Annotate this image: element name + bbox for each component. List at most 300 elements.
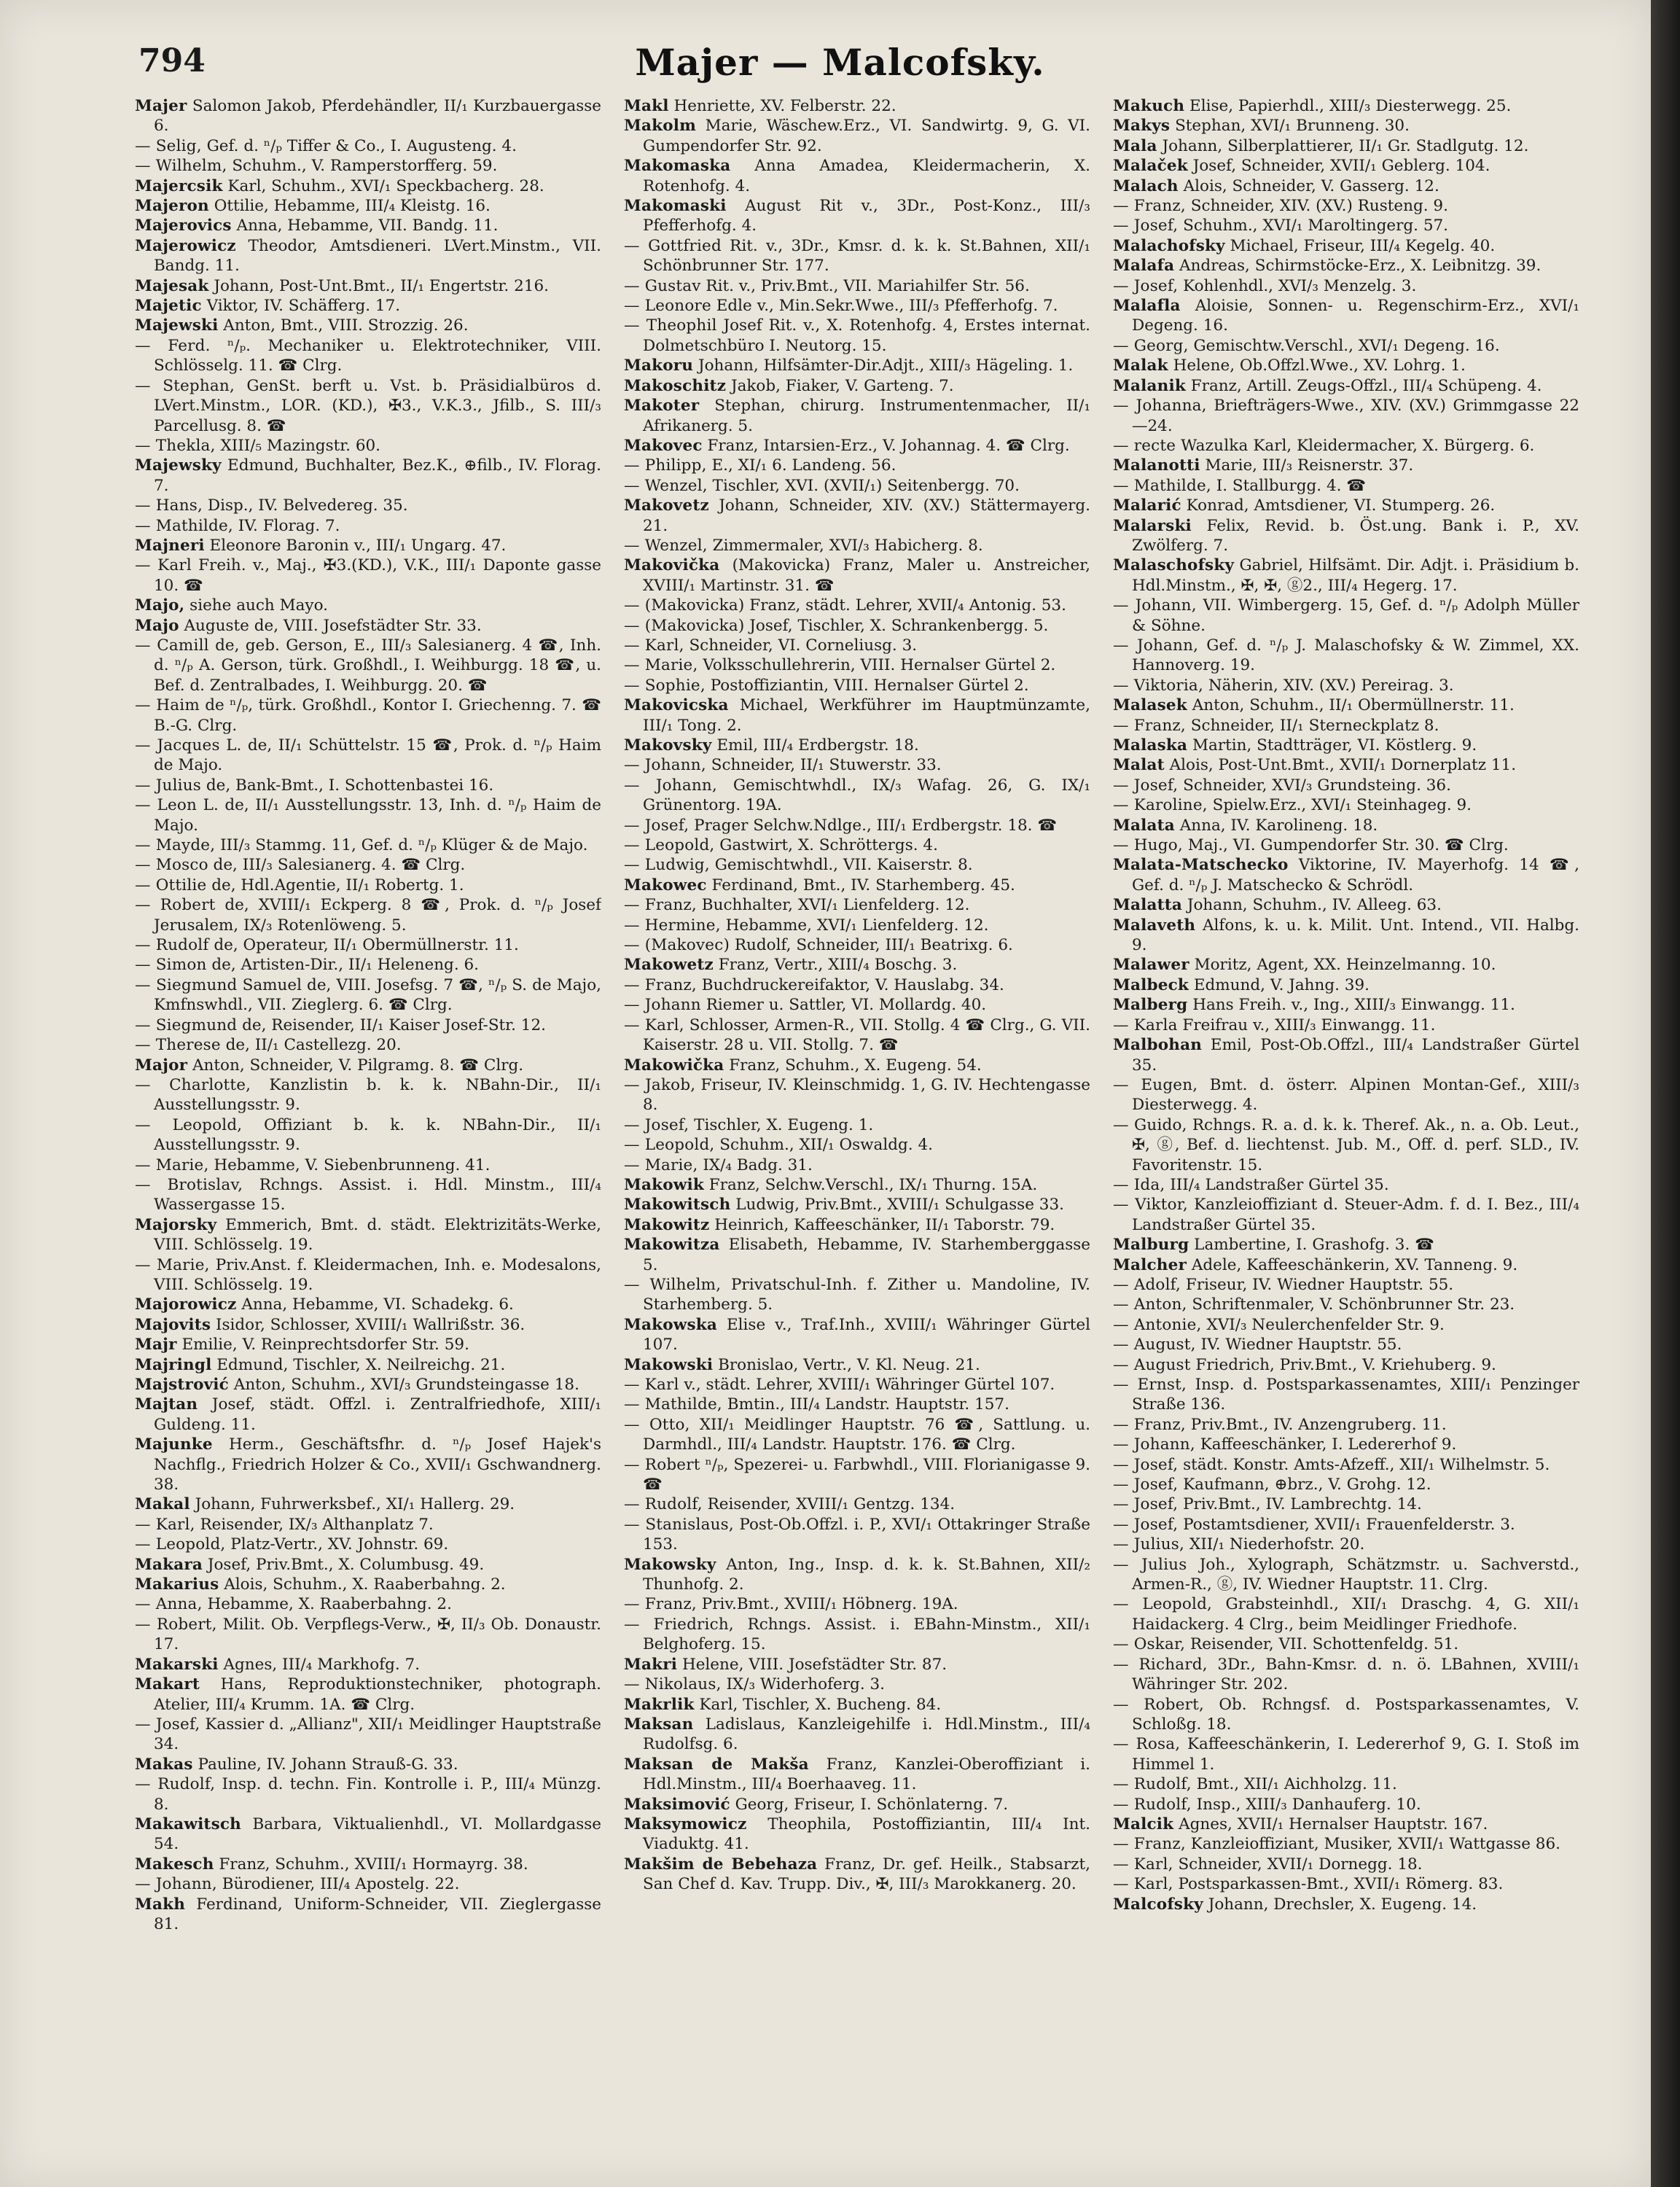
entry-details: Bmt., XII/₁ Aichholzg. 11.	[1191, 1775, 1397, 1794]
entry-details: Rit. v., 3Dr., Kmsr. d. k. k. St.Bahnen, XII/₁ Schönbrunner Str. 177.	[643, 236, 1090, 276]
directory-entry	[624, 196, 1090, 236]
entry-name: — Thekla,	[135, 436, 216, 455]
directory-entry	[135, 336, 601, 376]
entry-name: Makrlik	[624, 1695, 695, 1714]
directory-entry	[624, 935, 1090, 955]
entry-name: — August,	[1113, 1336, 1196, 1354]
entry-name: — Viktor,	[1113, 1196, 1188, 1215]
directory-entry	[135, 975, 601, 1015]
directory-entry	[624, 655, 1090, 675]
entry-details: Offiziant b. k. k. NBahn-Dir., II/₁ Ausstellungsstr. 9.	[154, 1115, 601, 1155]
entry-name: Malach	[1113, 176, 1179, 195]
directory-entry	[135, 1395, 601, 1435]
entry-name: Majerovics	[135, 217, 232, 235]
directory-entry	[135, 236, 601, 276]
directory-entry	[624, 1515, 1090, 1555]
directory-entry	[135, 795, 601, 835]
entry-details: Gef. d. ⁿ/ₚ J. Malaschofsky & W. Zimmel, XX. Hannoverg. 19.	[1132, 636, 1579, 675]
directory-entry	[1113, 795, 1579, 815]
entry-name: — Brotislav,	[135, 1175, 243, 1194]
entry-details: ⁿ/ₚ. Mechaniker u. Elektrotechniker, VIII. Schlösselg. 11. ☎ Clrg.	[154, 336, 601, 375]
directory-entry	[135, 636, 601, 695]
entry-name: Maksan	[624, 1715, 694, 1734]
directory-entry	[624, 1494, 1090, 1514]
entry-details: Spielw.Erz., XVI/₁ Steinhageg. 9.	[1207, 796, 1472, 815]
entry-details: Priv.Bmt., XVIII/₁ Höbnerg. 19A.	[696, 1595, 958, 1614]
entry-details: Agnes, III/₄ Markhofg. 7.	[218, 1655, 421, 1674]
directory-entry	[135, 736, 601, 776]
directory-entry	[1113, 1335, 1579, 1354]
entry-name: Makuch	[1113, 97, 1185, 115]
entry-details: Priv.Bmt., IV. Lambrechtg. 14.	[1178, 1495, 1422, 1514]
entry-details: de, XVIII/₁ Eckperg. 8 ☎, Prok. d. ⁿ/ₚ Josef Jerusalem, IX/₃ Rotenlöweng. 5.	[154, 896, 601, 935]
entry-name: Majorowicz	[135, 1295, 237, 1314]
entry-name: Malanotti	[1113, 456, 1200, 475]
directory-entry	[624, 1795, 1090, 1814]
entry-details: Reisender, VII. Schottenfeldg. 51.	[1185, 1635, 1459, 1654]
entry-details: Anna Amadea, Kleidermacherin, X. Rotenhofg. 4.	[643, 157, 1090, 195]
directory-entry	[135, 216, 601, 235]
directory-entry	[624, 276, 1090, 296]
entry-details: Hebamme, V. Siebenbrunneng. 41.	[208, 1155, 491, 1174]
entry-details: Kanzleioffiziant, Musiker, XVII/₁ Wattgasse 86.	[1185, 1835, 1560, 1854]
column-2	[624, 96, 1090, 2065]
entry-details: Tischler, X. Eugeng. 1.	[689, 1115, 874, 1134]
entry-details: Kaffeeschänker, I. Ledererhof 9.	[1195, 1435, 1457, 1454]
entry-name: Maksymowicz	[624, 1814, 747, 1833]
entry-details: Alois, Schuhm., X. Raaberbahng. 2.	[219, 1575, 506, 1594]
entry-details: Kanzlistin b. k. k. NBahn-Dir., II/₁ Ausstellungsstr. 9.	[154, 1075, 601, 1115]
entry-details: Eleonore Baronin v., III/₁ Ungarg. 47.	[204, 536, 507, 555]
entry-details: Tischler, XVI. (XVII/₁) Seitenbergg. 70.	[707, 476, 1020, 495]
entry-name: — Franz,	[1113, 716, 1186, 735]
entry-details: Priv.Anst. f. Kleidermachen, Inh. e. Modesalons, VIII. Schlösselg. 19.	[154, 1255, 601, 1294]
directory-entry	[624, 1655, 1090, 1675]
entry-details: Ladislaus, Kanzleigehilfe i. Hdl.Minstm., III/₄ Rudolfsg. 6.	[643, 1715, 1090, 1754]
entry-name: Makal	[135, 1495, 190, 1514]
entry-name: — Rudolf	[135, 936, 209, 955]
entry-details: Schuhm., V. Ramperstorfferg. 59.	[227, 157, 498, 176]
entry-name: — Karoline,	[1113, 796, 1208, 815]
directory-entry	[135, 376, 601, 436]
entry-details: Schneider, XVII/₁ Dornegg. 18.	[1173, 1855, 1423, 1874]
entry-name: — Jacques	[135, 736, 220, 755]
entry-name: — Stephan,	[135, 376, 235, 395]
directory-entry	[135, 1115, 601, 1155]
entry-details: Emil, III/₄ Erdbergstr. 18.	[711, 736, 919, 755]
entry-details: v., städt. Lehrer, XVIII/₁ Währinger Gürtel 107.	[679, 1376, 1055, 1394]
entry-name: — Wenzel,	[624, 476, 708, 495]
entry-details: XII/₁ Niederhofstr. 20.	[1184, 1535, 1365, 1554]
column-3	[1113, 96, 1579, 2065]
entry-name: Majetic	[135, 297, 202, 316]
entry-details: Andreas, Schirmstöcke-Erz., X. Leibnitzg. 39.	[1174, 257, 1542, 276]
entry-details: Kaufmann, ⊕brz., V. Grohg. 12.	[1178, 1475, 1431, 1494]
directory-entry	[1113, 955, 1579, 975]
entry-name: — Josef,	[624, 1115, 689, 1134]
entry-details: Johann, Drechsler, X. Eugeng. 14.	[1203, 1895, 1477, 1914]
entry-name: — Theophil	[624, 316, 717, 335]
entry-name: — Karl,	[1113, 1875, 1173, 1894]
entry-details: Alfons, k. u. k. Milit. Unt. Intend., VII. Halbg. 9.	[1132, 916, 1579, 955]
entry-name: — Josef,	[1113, 776, 1179, 795]
entry-name: Malcher	[1113, 1255, 1187, 1274]
directory-entry	[1113, 1035, 1579, 1075]
entry-details: Platz-Vertr., XV. Johnstr. 69.	[225, 1535, 449, 1554]
entry-name: — Rudolf,	[135, 1775, 216, 1794]
entry-name: — Antonie,	[1113, 1315, 1202, 1334]
entry-details: Ferdinand, Bmt., IV. Starhemberg. 45.	[706, 876, 1015, 894]
directory-entry	[135, 935, 601, 955]
entry-details: Franz, Artill. Zeugs-Offzl., III/₄ Schüpeng. 4.	[1185, 376, 1542, 395]
entry-name: — Simon	[135, 956, 207, 975]
entry-name: Majneri	[135, 536, 205, 555]
entry-name: — Marie,	[624, 656, 698, 675]
directory-entry	[1113, 736, 1579, 755]
entry-details: Elise v., Traf.Inh., XVIII/₁ Währinger Gürtel 107.	[643, 1315, 1090, 1354]
directory-entry	[1113, 1535, 1579, 1554]
directory-entry	[1113, 1515, 1579, 1535]
directory-entry	[1113, 636, 1579, 676]
entry-name: — Philipp,	[624, 456, 707, 475]
directory-entry	[135, 316, 601, 335]
entry-name: — Anton,	[1113, 1295, 1187, 1314]
directory-entry	[135, 1655, 601, 1675]
entry-name: — Franz,	[624, 975, 697, 994]
entry-name: Majesak	[135, 276, 209, 295]
entry-name: — Camill	[135, 636, 209, 655]
entry-details: Gabriel, Hilfsämt. Dir. Adjt. i. Präsidium b. Hdl.Minstm., ✠, ✠, ⓖ2., III/₄ Hegerg. 17.	[1132, 556, 1579, 595]
entry-name: Malaček	[1113, 157, 1188, 176]
directory-entry	[1113, 1435, 1579, 1454]
entry-name: Maksan de Makša	[624, 1755, 809, 1774]
entry-name: — Johanna,	[1113, 397, 1207, 416]
entry-details: Rchngs. Assist. i. Hdl. Minstm., III/₄ Wassergasse 15.	[154, 1175, 601, 1215]
entry-details: de, II/₁ Castellezg. 20.	[220, 1036, 402, 1055]
entry-details: Josef, Priv.Bmt., X. Columbusg. 49.	[203, 1555, 485, 1574]
entry-details: Insp., XIII/₃ Danhauferg. 10.	[1191, 1795, 1421, 1814]
directory-entry	[1113, 1855, 1579, 1874]
entry-details: Johann, Hilfsämter-Dir.Adjt., XIII/₃ Hägeling. 1.	[693, 356, 1074, 375]
column-1	[135, 96, 601, 2065]
entry-details: Friseur, IV. Kleinschmidg. 1, G. IV. Hechtengasse 8.	[643, 1075, 1090, 1115]
entry-details: Viktorine, IV. Mayerhofg. 14 ☎, Gef. d. ⁿ/ₚ J. Matschecko & Schrödl.	[1132, 856, 1579, 894]
entry-name: — Leopold,	[1113, 1595, 1213, 1614]
entry-name: — Josef,	[624, 816, 689, 835]
entry-name: — Adolf,	[1113, 1275, 1181, 1294]
entry-details: Anna, IV. Karolineng. 18.	[1174, 816, 1378, 835]
entry-name: Makolm	[624, 117, 697, 136]
directory-entry	[624, 296, 1090, 316]
entry-name: — Johann,	[624, 756, 706, 775]
entry-name: — Ludwig,	[624, 856, 710, 875]
entry-details: de, geb. Gerson, E., III/₃ Salesianerg. 4 ☎, Inh. d. ⁿ/ₚ A. Gerson, türk. Großhdl., I. Weihburgg. 18 ☎, u. Bef. d. Zentralbades, I. Weihburgg. 20. ☎	[154, 636, 601, 695]
directory-entry	[1113, 835, 1579, 855]
directory-entry	[135, 276, 601, 296]
entry-details: Lambertine, I. Grashofg. 3. ☎	[1189, 1236, 1434, 1255]
entry-name: — Karl,	[1113, 1855, 1173, 1874]
entry-name: Makowik	[624, 1175, 704, 1194]
entry-name: Makesch	[135, 1855, 214, 1874]
entry-details: Freifrau v., XIII/₃ Einwangg. 11.	[1177, 1015, 1436, 1034]
directory-entry	[135, 516, 601, 536]
entry-details: Theodor, Amtsdieneri. LVert.Minstm., VII. Bandg. 11.	[154, 236, 601, 276]
entry-details: Friseur, IV. Wiedner Hauptstr. 55.	[1181, 1275, 1454, 1294]
entry-details: I. Stallburgg. 4. ☎	[1211, 476, 1367, 495]
directory-entry	[135, 895, 601, 935]
directory-entry	[1113, 755, 1579, 775]
entry-details: Zimmermaler, XVI/₃ Habicherg. 8.	[707, 536, 983, 555]
entry-details: Gef. d. ⁿ/ₚ Tiffer & Co., I. Augusteng. 4.	[201, 136, 517, 155]
entry-name: — Richard,	[1113, 1655, 1208, 1674]
directory-entry	[1113, 116, 1579, 136]
directory-entry	[624, 975, 1090, 995]
entry-name: Makowski	[624, 1355, 714, 1374]
page-header	[109, 38, 1571, 89]
entry-name: Majringl	[135, 1355, 212, 1374]
entry-details: Jakob, Fiaker, V. Garteng. 7.	[726, 376, 954, 395]
directory-entry	[624, 1275, 1090, 1315]
directory-entry	[1113, 476, 1579, 496]
entry-details: Karl, Tischler, X. Bucheng. 84.	[694, 1695, 942, 1714]
directory-entry	[624, 1215, 1090, 1235]
entry-name: — Franz,	[1113, 197, 1186, 216]
entry-name: — Leon	[135, 796, 198, 815]
entry-name: Makoter	[624, 397, 700, 416]
entry-name: — Robert	[135, 896, 216, 915]
entry-details: Pauline, IV. Johann Strauß-G. 33.	[192, 1755, 458, 1774]
entry-name: — Franz,	[624, 1595, 697, 1614]
directory-entry	[624, 1715, 1090, 1755]
entry-details: Reisender, XVIII/₁ Gentzg. 134.	[702, 1495, 956, 1514]
entry-details: IX/₄ Badg. 31.	[698, 1155, 813, 1174]
entry-name: Makarius	[135, 1575, 219, 1594]
directory-entry	[624, 1615, 1090, 1655]
directory-entry	[135, 1035, 601, 1055]
entry-details: Kohlenhdl., XVI/₃ Menzelg. 3.	[1178, 276, 1417, 295]
entry-name: Malcofsky	[1113, 1895, 1203, 1914]
directory-entry	[135, 596, 601, 615]
directory-entry	[624, 536, 1090, 555]
entry-details: Grabsteinhdl., XII/₁ Draschg. 4, G. XII/₁ Haidackerg. 4 Clrg., beim Meidlinger Friedhofe.	[1132, 1595, 1579, 1634]
entry-details: Adele, Kaffeeschänkerin, XV. Tanneng. 9.	[1187, 1255, 1518, 1274]
entry-details: Heinrich, Kaffeeschänker, II/₁ Taborstr. 79.	[709, 1215, 1055, 1234]
entry-details: Gemischtwhdl., IX/₃ Wafag. 26, G. IX/₁ Grünentorg. 19A.	[643, 776, 1090, 815]
entry-name: Major	[135, 1056, 188, 1075]
entry-details: Auguste de, VIII. Josefstädter Str. 33.	[179, 616, 482, 635]
directory-entry	[1113, 96, 1579, 116]
directory-entry	[624, 1415, 1090, 1455]
entry-details: ⁿ/ₚ, Spezerei- u. Farbwhdl., VIII. Florianigasse 9. ☎	[643, 1455, 1090, 1494]
directory-entry	[1113, 1494, 1579, 1514]
directory-entry	[624, 1355, 1090, 1375]
entry-details: Anton, Schneider, V. Pilgramg. 8. ☎ Clrg.	[187, 1056, 524, 1075]
entry-name: — Johann,	[624, 776, 717, 795]
entry-name: Majr	[135, 1336, 177, 1354]
entry-details: de, Bank-Bmt., I. Schottenbastei 16.	[201, 776, 494, 795]
entry-name: — Charlotte,	[135, 1075, 251, 1094]
directory-entry	[1113, 995, 1579, 1015]
entry-details: Schneider, XVI/₃ Grundsteing. 36.	[1178, 776, 1451, 795]
directory-entry	[135, 196, 601, 216]
entry-details: Rit. v., Priv.Bmt., VII. Mariahilfer Str. 56.	[700, 276, 1030, 295]
entry-details: XIII/₅ Mazingstr. 60.	[215, 436, 381, 455]
entry-name: Majorsky	[135, 1215, 217, 1234]
entry-details: Hebamme, X. Raaberbahng. 2.	[202, 1595, 452, 1614]
entry-details: Volksschullehrerin, VIII. Hernalser Gürtel 2.	[698, 656, 1056, 675]
directory-entry	[1113, 1255, 1579, 1275]
entry-details: Disp., IV. Belvedereg. 35.	[203, 496, 408, 515]
entry-details: Moritz, Agent, XX. Heinzelmanng. 10.	[1189, 956, 1496, 975]
entry-details: Gemischtwhdl., VII. Kaiserstr. 8.	[709, 856, 973, 875]
directory-entry	[135, 1555, 601, 1575]
entry-name: — Hans,	[135, 496, 203, 515]
directory-entry	[624, 596, 1090, 615]
entry-details: Helene, VIII. Josefstädter Str. 87.	[677, 1655, 948, 1674]
entry-name: Makovicska	[624, 696, 729, 715]
entry-details: Viktor, IV. Schäfferg. 17.	[201, 297, 401, 316]
entry-name: — Josef,	[1113, 217, 1179, 235]
directory-entry	[135, 1855, 601, 1874]
directory-entry	[624, 116, 1090, 156]
directory-entry	[135, 96, 601, 136]
entry-details: Samuel de, VIII. Josefsg. 7 ☎, ⁿ/ₚ S. de Majo, Kmfnswhdl., VII. Zieglerg. 6. ☎ Clrg.	[154, 975, 601, 1015]
directory-entry	[1113, 596, 1579, 636]
entry-details: Marie, III/₃ Reisnerstr. 37.	[1200, 456, 1414, 475]
entry-details: GenSt. berft u. Vst. b. Präsidialbüros d. LVert.Minstm., LOR. (KD.), ✠3., V.K.3., Jfilb., S. III/₃ Parcellusg. 8. ☎	[154, 376, 601, 435]
entry-name: — Karl,	[624, 1015, 684, 1034]
entry-details: Briefträgers-Wwe., XIV. (XV.) Grimmgasse 22—24.	[1132, 397, 1579, 435]
directory-entry	[135, 296, 601, 316]
entry-details: Anton, Bmt., VIII. Strozzig. 26.	[218, 316, 469, 335]
book-edge	[1651, 0, 1680, 2187]
directory-entry	[624, 776, 1090, 816]
entry-name: — Rudolf,	[1113, 1775, 1192, 1794]
directory-entry	[135, 555, 601, 596]
directory-entry	[1113, 196, 1579, 216]
directory-entry	[1113, 136, 1579, 156]
entry-details: Felix, Revid. b. Öst.ung. Bank i. P., XV. Zwölferg. 7.	[1132, 516, 1579, 555]
entry-details: Edle v., Min.Sekr.Wwe., III/₃ Pfefferhofg. 7.	[711, 297, 1058, 316]
directory-entry	[1113, 1015, 1579, 1035]
entry-name: — Johann,	[135, 1875, 217, 1894]
entry-name: — Franz,	[1113, 1415, 1186, 1434]
entry-name: Makara	[135, 1555, 203, 1574]
entry-name: Makovec	[624, 436, 703, 455]
entry-name: — (Makovicka)	[624, 616, 745, 635]
entry-details: Theophila, Postoffiziantin, III/₄ Int. Viaduktg. 41.	[643, 1814, 1090, 1854]
entry-name: — Wilhelm,	[135, 157, 227, 176]
entry-name: — Robert,	[135, 1615, 217, 1634]
directory-entry	[135, 136, 601, 156]
entry-details: Anton, Schuhm., XVI/₃ Grundsteingasse 18.	[228, 1376, 579, 1394]
directory-entry	[135, 436, 601, 456]
entry-details: Priv.Bmt., IV. Anzengruberg. 11.	[1185, 1415, 1447, 1434]
entry-name: — Robert,	[1113, 1695, 1205, 1714]
directory-entry	[1113, 776, 1579, 795]
directory-entry	[624, 1594, 1090, 1614]
entry-name: — Anna,	[135, 1595, 203, 1614]
entry-details: Johann, Schuhm., IV. Alleeg. 63.	[1182, 896, 1442, 915]
directory-entry	[1113, 1874, 1579, 1894]
entry-details: Schuhm., XII/₁ Oswaldg. 4.	[714, 1136, 933, 1155]
entry-details: Anna, Hebamme, VII. Bandg. 11.	[231, 217, 499, 235]
directory-entry	[1113, 855, 1579, 895]
entry-name: Malata	[1113, 816, 1175, 835]
entry-details: Anna, Hebamme, VI. Schadekg. 6.	[236, 1295, 514, 1314]
directory-entry	[135, 156, 601, 176]
directory-entry	[1113, 276, 1579, 296]
entry-details: Josef, Tischler, X. Schrankenbergg. 5.	[744, 616, 1049, 635]
entry-details: Joh., Xylograph, Schätzmstr. u. Sachverstd., Armen-R., ⓖ, IV. Wiedner Hauptstr. 11. Clrg.	[1132, 1555, 1579, 1594]
entry-details: Schuhm., XVI/₁ Maroltingerg. 57.	[1178, 217, 1449, 235]
directory-entry	[1113, 436, 1579, 456]
entry-details: Franz, Intarsien-Erz., V. Johannag. 4. ☎ Clrg.	[702, 436, 1070, 455]
entry-name: Makowec	[624, 876, 707, 894]
entry-details: Emilie, V. Reinprechtsdorfer Str. 59.	[176, 1336, 469, 1354]
entry-details: VII. Wimbergerg. 15, Gef. d. ⁿ/ₚ Adolph Müller & Söhne.	[1132, 596, 1579, 635]
entry-name: Makoru	[624, 356, 694, 375]
directory-entry	[135, 1615, 601, 1655]
directory-entry	[135, 1056, 601, 1075]
entry-details: Friedrich, Priv.Bmt., V. Kriehuberg. 9.	[1190, 1355, 1496, 1374]
entry-name: — Hermine,	[624, 916, 721, 935]
entry-name: — Eugen,	[1113, 1075, 1198, 1094]
entry-name: — Karl	[624, 1376, 679, 1394]
entry-name: — Robert	[624, 1455, 700, 1474]
directory-entry	[135, 1515, 601, 1535]
entry-details: Marie, Wäschew.Erz., VI. Sandwirtg. 9, G. VI. Gumpendorfer Str. 92.	[643, 117, 1090, 155]
entry-name: Malat	[1113, 756, 1165, 775]
entry-name: — Johann,	[1113, 596, 1197, 615]
entry-details: IV. Florag. 7.	[233, 516, 340, 535]
entry-details: Johann, Fuhrwerksbef., XI/₁ Hallerg. 29.	[190, 1495, 515, 1514]
entry-details: Bmt. d. österr. Alpinen Montan-Gef., XIII/₃ Diesterwegg. 4.	[1132, 1075, 1579, 1115]
entry-details: Henriette, XV. Felberstr. 22.	[668, 97, 896, 115]
directory-entry	[1113, 1115, 1579, 1175]
entry-name: — Ottilie	[135, 876, 207, 894]
directory-entry	[1113, 336, 1579, 356]
directory-entry	[135, 855, 601, 875]
entry-details: de, III/₃ Salesianerg. 4. ☎ Clrg.	[208, 856, 466, 875]
entry-name: Makomaski	[624, 197, 727, 216]
entry-name: — Ida,	[1113, 1175, 1165, 1194]
entry-name: Malak	[1113, 356, 1168, 375]
entry-name: Malcik	[1113, 1814, 1174, 1833]
entry-name: — (Makovec)	[624, 936, 730, 955]
entry-name: — Julius	[135, 776, 202, 795]
entry-details: Hans Freih. v., Ing., XIII/₃ Einwangg. 11.	[1187, 996, 1515, 1015]
entry-name: — Ernst,	[1113, 1376, 1187, 1394]
directory-entry	[135, 1335, 601, 1354]
entry-name: — Mayde,	[135, 836, 216, 855]
directory-entry	[1113, 456, 1579, 475]
entry-details: Emil, Post-Ob.Offzl., III/₄ Landstraßer Gürtel 35.	[1132, 1036, 1579, 1075]
entry-details: Rudolf, Schneider, III/₁ Beatrixg. 6.	[730, 936, 1013, 955]
directory-entry	[624, 1755, 1090, 1795]
directory-entry	[135, 1814, 601, 1855]
directory-entry	[624, 236, 1090, 276]
directory-entry	[1113, 376, 1579, 396]
entry-name: Malaschofsky	[1113, 556, 1235, 575]
directory-entry	[624, 316, 1090, 356]
entry-details: Schneider, II/₁ Stuwerstr. 33.	[706, 756, 942, 775]
entry-name: — Karl,	[135, 1515, 195, 1534]
entry-name: Majovits	[135, 1315, 211, 1334]
entry-details: Freih. v., Maj., ✠3.(KD.), V.K., III/₁ Daponte gasse 10. ☎	[154, 556, 601, 595]
entry-details: Franz, Dr. gef. Heilk., Stabsarzt, San Chef d. Kav. Trupp. Div., ✠, III/₃ Marokkanerg. 20.	[643, 1855, 1090, 1894]
entry-name: — Stanislaus,	[624, 1515, 734, 1534]
